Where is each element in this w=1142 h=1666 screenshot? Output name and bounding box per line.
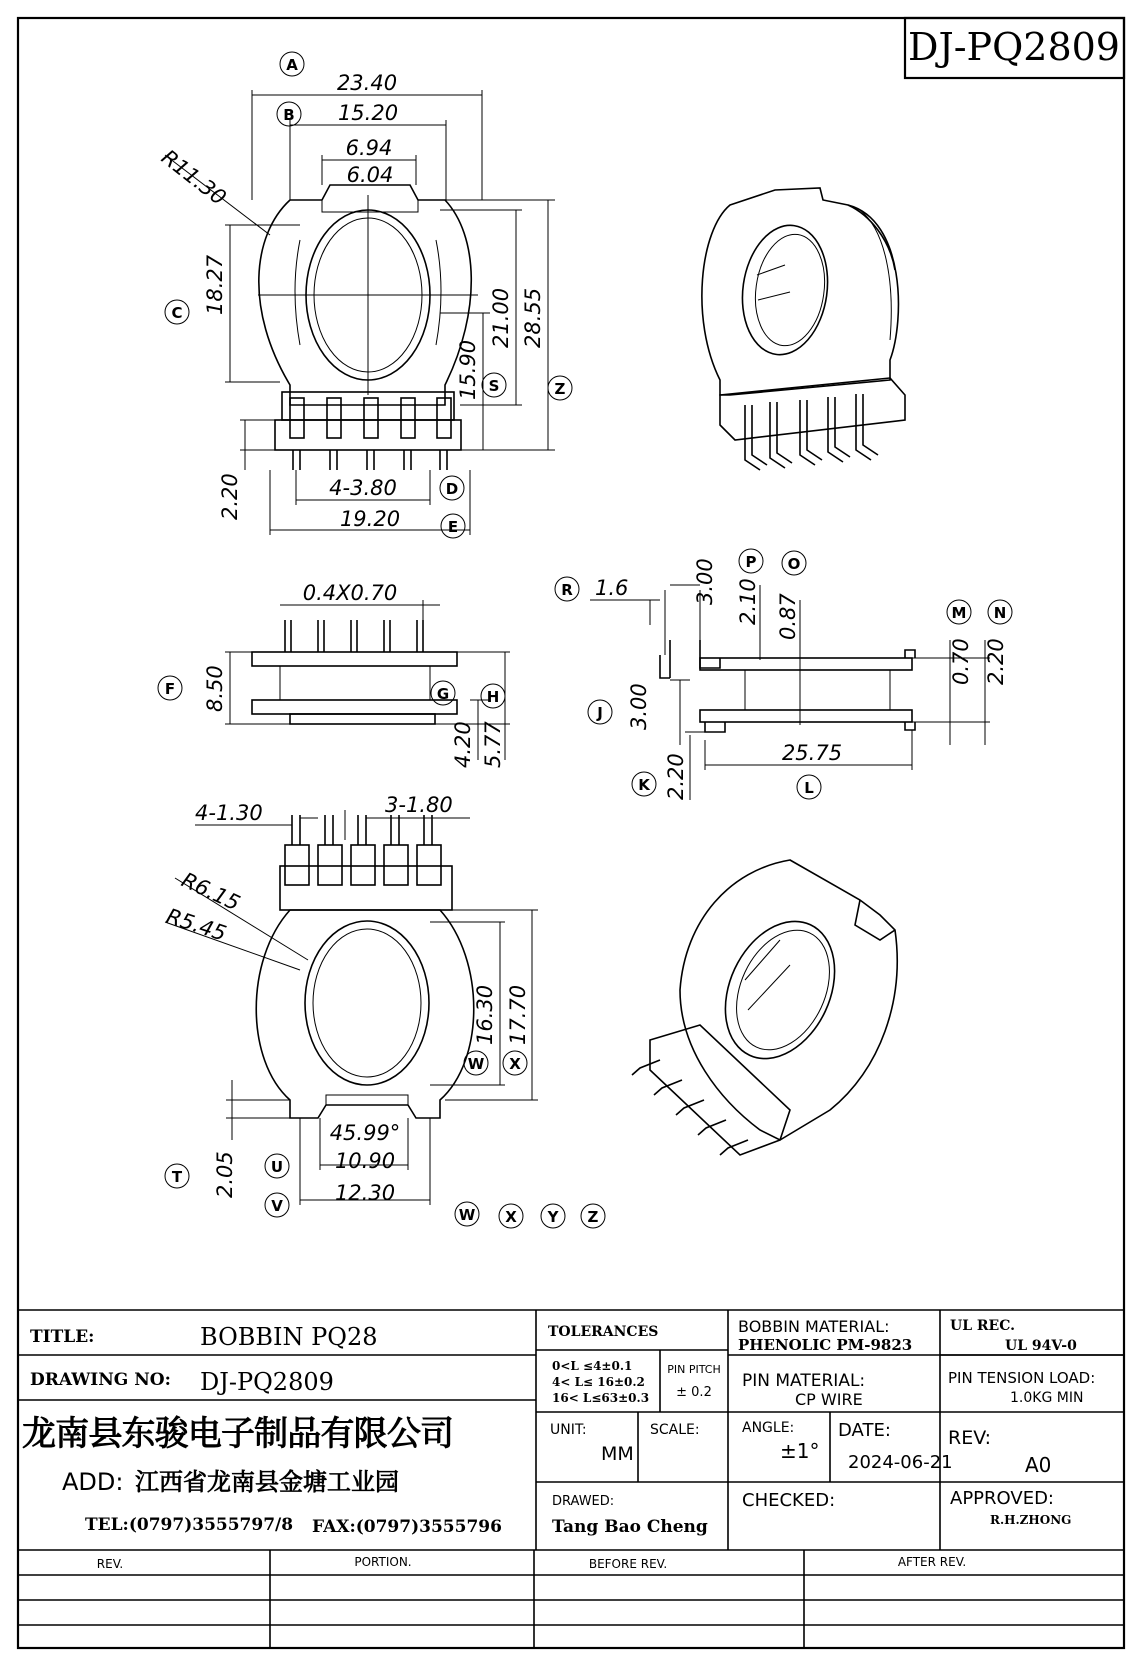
dim-12-30: 12.30 [334,1181,396,1205]
dim-3-1-80: 3-1.80 [385,793,453,817]
address-value: 江西省龙南县金塘工业园 [135,1468,399,1496]
tol-line-2: 4< L≤ 16±0.2 [552,1375,645,1389]
dim-10-90: 10.90 [334,1149,396,1173]
rev-label: REV: [948,1427,992,1449]
svg-text:O: O [787,555,801,573]
dim-3-00-left: 3.00 [627,683,651,730]
bobbin-material-label: BOBBIN MATERIAL: [738,1317,890,1336]
pin-material-value: CP WIRE [795,1390,863,1409]
dim-4-20: 4.20 [451,721,475,768]
unit-value: MM [601,1443,634,1465]
dim-3-00-top: 3.00 [693,558,717,605]
dim-window-height: 18.27 [203,254,227,315]
dim-angle: 45.99° [329,1121,401,1145]
pin-material-label: PIN MATERIAL: [742,1371,866,1391]
bobbin-material-value: PHENOLIC PM-9823 [738,1336,913,1354]
dim-21-00: 21.00 [489,287,513,348]
pin-tension-label: PIN TENSION LOAD: [948,1369,1096,1387]
svg-text:K: K [638,776,650,794]
tel: TEL:(0797)3555797/8 [85,1515,294,1535]
dim-2-20: 2.20 [218,473,242,520]
iso-view-bottom [632,860,897,1155]
svg-text:B: B [283,106,295,124]
svg-text:R: R [561,581,573,599]
dim-2-05: 2.05 [213,1151,237,1198]
after-rev-col-header: AFTER REV. [897,1555,967,1569]
dim-2-10: 2.10 [736,578,760,625]
svg-text:F: F [164,680,176,698]
date-value: 2024-06-21 [848,1452,953,1473]
angle-value: ±1° [780,1439,820,1463]
svg-text:M: M [951,604,967,622]
fax: FAX:(0797)3555796 [312,1517,502,1537]
svg-text:S: S [488,377,500,395]
portion-col-header: PORTION. [354,1555,412,1569]
svg-text:T: T [171,1168,183,1186]
dim-overall-width: 23.40 [336,71,398,95]
svg-text:A: A [286,56,298,74]
tol-line-1: 0<L ≤4±0.1 [552,1359,633,1373]
dim-body-width: 15.20 [337,101,399,125]
dim-28-55: 28.55 [521,287,545,348]
dim-5-77: 5.77 [481,721,505,768]
pin-pitch-label: PIN PITCH [667,1363,721,1376]
dim-pin-pitch: 4-3.80 [329,476,397,500]
drawing-code: DJ-PQ2809 [908,25,1120,69]
dim-0-87: 0.87 [776,593,800,640]
svg-text:C: C [171,304,183,322]
svg-text:U: U [270,1158,284,1176]
svg-text:J: J [597,704,603,722]
svg-text:D: D [445,480,459,498]
svg-text:Z: Z [587,1208,599,1226]
approved-value: R.H.ZHONG [990,1513,1072,1527]
dim-25-75: 25.75 [781,741,843,765]
checked-label: CHECKED: [742,1490,836,1511]
svg-text:W: W [458,1206,476,1224]
svg-text:X: X [505,1208,517,1226]
dim-15-90: 15.90 [456,339,480,400]
dim-r6-15: R6.15 [177,867,244,916]
svg-text:P: P [745,553,757,571]
drawing-no-value: DJ-PQ2809 [200,1368,334,1396]
dim-16-30: 16.30 [473,984,497,1045]
drawing-no-label: DRAWING NO: [30,1370,171,1390]
svg-text:V: V [271,1197,283,1215]
legend-markers [455,1202,605,1228]
svg-text:N: N [993,604,1007,622]
svg-text:Y: Y [547,1208,559,1226]
title-label: TITLE: [30,1327,95,1347]
iso-view-top [702,188,905,470]
before-rev-col-header: BEFORE REV. [588,1557,668,1571]
dim-8-50: 8.50 [203,665,227,712]
dim-17-70: 17.70 [506,984,530,1045]
tolerances-label: TOLERANCES [548,1324,659,1340]
rev-value: A0 [1025,1453,1052,1477]
pin-tension-value: 1.0KG MIN [1010,1390,1084,1406]
side-view [158,581,510,768]
dim-pin-section: 0.4X0.70 [302,581,398,605]
address-label: ADD: [62,1468,124,1496]
tol-line-3: 16< L≤63±0.3 [552,1391,650,1405]
dim-0-70: 0.70 [949,638,973,685]
svg-text:E: E [447,518,459,536]
drawed-value: Tang Bao Cheng [552,1517,708,1537]
title-block [18,1310,1124,1550]
title-value: BOBBIN PQ28 [200,1323,378,1351]
company-name: 龙南县东骏电子制品有限公司 [22,1414,454,1454]
unit-label: UNIT: [550,1422,587,1438]
drawed-label: DRAWED: [552,1494,615,1509]
dim-4-1-30: 4-1.30 [195,801,263,825]
dim-slot-outer: 6.94 [345,136,393,160]
rev-col-header: REV. [96,1557,124,1571]
svg-text:L: L [804,779,814,797]
dim-pin-span: 19.20 [339,507,401,531]
ul-value: UL 94V-0 [1005,1338,1077,1354]
scale-label: SCALE: [650,1422,700,1438]
ul-label: UL REC. [950,1318,1016,1334]
dim-radius: R11.30 [156,145,231,210]
dim-1-6: 1.6 [595,576,629,600]
dim-slot-inner: 6.04 [346,163,394,187]
approved-label: APPROVED: [950,1488,1054,1509]
svg-text:H: H [486,688,500,706]
revision-table [18,1550,1124,1648]
dim-r5-45: R5.45 [163,903,230,946]
dim-2-20-right: 2.20 [984,638,1008,685]
svg-text:G: G [436,685,450,703]
svg-text:W: W [467,1055,485,1073]
angle-label: ANGLE: [742,1420,795,1436]
svg-text:Z: Z [554,380,566,398]
svg-text:X: X [509,1055,521,1073]
dim-2-20-bottom: 2.20 [664,753,688,800]
pin-pitch-value: ± 0.2 [676,1385,712,1400]
date-label: DATE: [838,1420,891,1441]
bottom-view [163,793,538,1217]
top-view [157,52,572,538]
front-view [555,549,1012,800]
